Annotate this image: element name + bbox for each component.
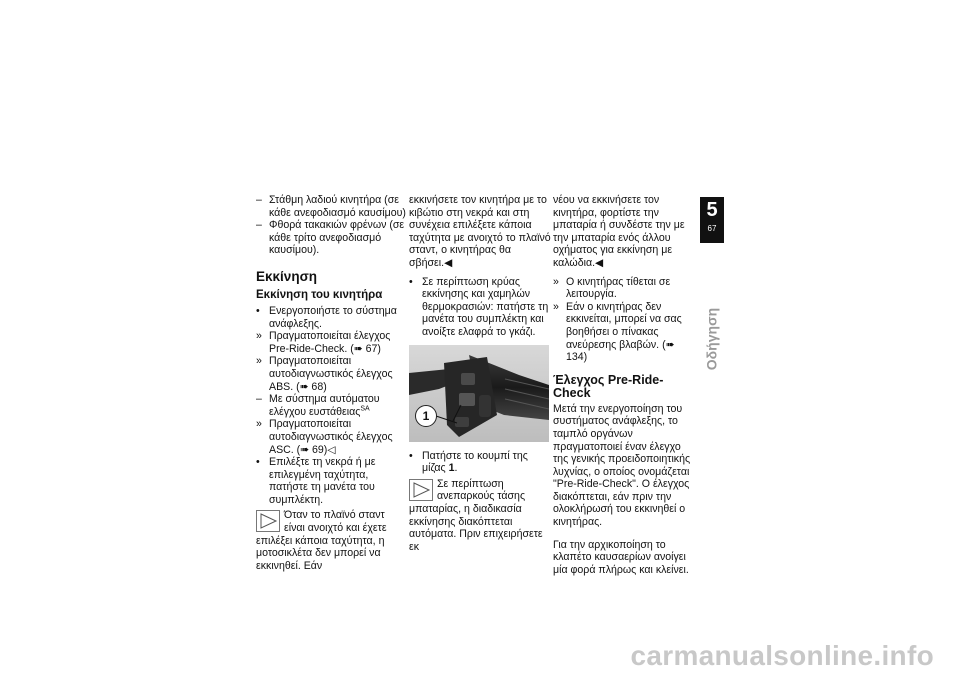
paragraph: Για την αρχικοποίηση το κλαπέτο καυσαερίων ανοίγει μία φορά πλήρως και κλείνει. bbox=[553, 538, 689, 576]
chapter-tab bbox=[700, 197, 724, 243]
column-right bbox=[553, 194, 693, 576]
list-item-text: Πατήστε το κουμπί της μίζας bbox=[422, 449, 528, 475]
list-item bbox=[256, 355, 408, 393]
list-item-text: Με σύστημα αυτόματου ελέγχου ευστάθειας bbox=[269, 393, 380, 418]
list-item bbox=[256, 194, 408, 219]
result-marker: » bbox=[256, 418, 262, 431]
list-item-text: Πραγματοποιείται αυτοδιαγνωστικός έλεγχος ABS. (➠ 68) bbox=[269, 355, 393, 393]
result-marker: » bbox=[256, 355, 262, 368]
dash-marker: – bbox=[256, 393, 262, 406]
list-item bbox=[256, 418, 408, 456]
dash-marker: – bbox=[256, 194, 262, 206]
paragraph: εκκινήσετε τον κινητήρα με το κιβώτιο στη νεκρά και στη συνέχεια επιλέξετε κάποια ταχύτητα με ανοιχτό το πλαϊνό σταντ, ο κινητήρας θα σβήσει.◀ bbox=[409, 194, 551, 269]
watermark: carmanualsonline.info bbox=[630, 640, 934, 671]
paragraph: Μετά την ενεργοποίηση του συστήματος ανάφλεξης, το ταμπλό οργάνων πραγματοποιεί έναν έλεγχο της γενικής προειδοποιητικής λυχνίας, ο οποίος ονομάζεται "Pre-Ride-Check". Ο έλεγχος διακόπτεται, εάν πριν την ολοκλήρωσή του εκκινηθεί ο κινητήρας. bbox=[553, 402, 691, 529]
list-item-text: Ενεργοποιήστε το σύστημα ανάφλεξης. bbox=[269, 304, 397, 330]
option-superscript: SA bbox=[360, 405, 370, 413]
list-item bbox=[553, 276, 693, 301]
list-item bbox=[553, 301, 693, 364]
warning-note bbox=[409, 478, 552, 554]
list-item bbox=[256, 305, 408, 330]
bullet-marker: • bbox=[409, 449, 413, 462]
page-number: 67 bbox=[707, 224, 717, 233]
list-item-text: Φθορά τακακιών φρένων (σε κάθε τρίτο ανεφοδιασμό καυσίμου). bbox=[269, 219, 405, 257]
warning-triangle-icon bbox=[409, 479, 433, 501]
warning-note bbox=[256, 509, 408, 572]
handlebar-switch-image bbox=[409, 345, 549, 442]
list-item-text: Στάθμη λαδιού κινητήρα (σε κάθε ανεφοδιασμό καυσίμου) bbox=[269, 194, 406, 219]
chapter-number: 5 bbox=[706, 199, 718, 221]
list-item-text: Σε περίπτωση κρύας εκκίνησης και χαμηλών θερμοκρασιών: πατήστε τη μανέτα του συμπλέκτη και ανοίξτε ελαφρά το γκάζι. bbox=[422, 275, 549, 338]
chapter-title-vertical bbox=[699, 307, 725, 371]
note-text: Σε περίπτωση ανεπαρκούς τάσης μπαταρίας, η διαδικασία εκκίνησης διακόπτεται αυτόματα. Πριν επιχειρήσετε εκ bbox=[409, 477, 543, 553]
paragraph: νέου να εκκινήσετε τον κινητήρα, φορτίστε την μπαταρία ή συνδέστε την με την μπαταρία ενός άλλου οχήματος για εκκίνηση με καλώδια.◀ bbox=[553, 194, 685, 269]
bullet-marker: • bbox=[256, 456, 260, 469]
column-left bbox=[256, 194, 408, 572]
list-item bbox=[256, 456, 408, 506]
list-item bbox=[409, 276, 552, 339]
callout-reference: 1 bbox=[448, 462, 455, 475]
result-marker: » bbox=[553, 300, 559, 313]
dash-marker: – bbox=[256, 219, 262, 232]
starter-switch-photo bbox=[409, 345, 549, 442]
bullet-marker: • bbox=[409, 275, 413, 288]
note-text: Όταν το πλαϊνό σταντ είναι ανοιχτό και έχετε επιλέξει κάποια ταχύτητα, η μοτοσικλέτα δεν μπορεί να εκκινηθεί. Εάν bbox=[256, 509, 387, 572]
section-heading: Έλεγχος Pre-Ride-Check bbox=[553, 372, 664, 400]
list-item-text: Πραγματοποιείται έλεγχος Pre-Ride-Check. (➠ 67) bbox=[269, 330, 391, 355]
figure-callout-1: 1 bbox=[415, 405, 437, 427]
bullet-marker: • bbox=[256, 304, 260, 317]
result-marker: » bbox=[256, 330, 262, 343]
list-item bbox=[256, 393, 408, 418]
list-item-text: Πραγματοποιείται αυτοδιαγνωστικός έλεγχος ASC. (➠ 69)◁ bbox=[269, 418, 393, 456]
list-item bbox=[256, 330, 408, 355]
list-item-text: Εάν ο κινητήρας δεν εκκινείται, μπορεί να σας βοηθήσει ο πίνακας ανεύρεσης βλαβών. (➠ 134) bbox=[566, 300, 682, 364]
list-item-text: Επιλέξτε τη νεκρά ή με επιλεγμένη ταχύτητα, πατήστε τη μανέτα του συμπλέκτη. bbox=[269, 456, 376, 506]
list-item-text: Ο κινητήρας τίθεται σε λειτουργία. bbox=[566, 275, 671, 301]
result-marker: » bbox=[553, 275, 559, 288]
list-item bbox=[409, 450, 552, 475]
subsection-heading: Εκκίνηση του κινητήρα bbox=[256, 288, 383, 301]
section-heading: Εκκίνηση bbox=[256, 268, 318, 284]
chapter-title-text: Οδήγηση bbox=[703, 307, 720, 371]
list-item-tail: . bbox=[454, 462, 458, 475]
list-item bbox=[256, 219, 408, 257]
column-middle bbox=[409, 194, 552, 553]
warning-triangle-icon bbox=[256, 510, 280, 532]
